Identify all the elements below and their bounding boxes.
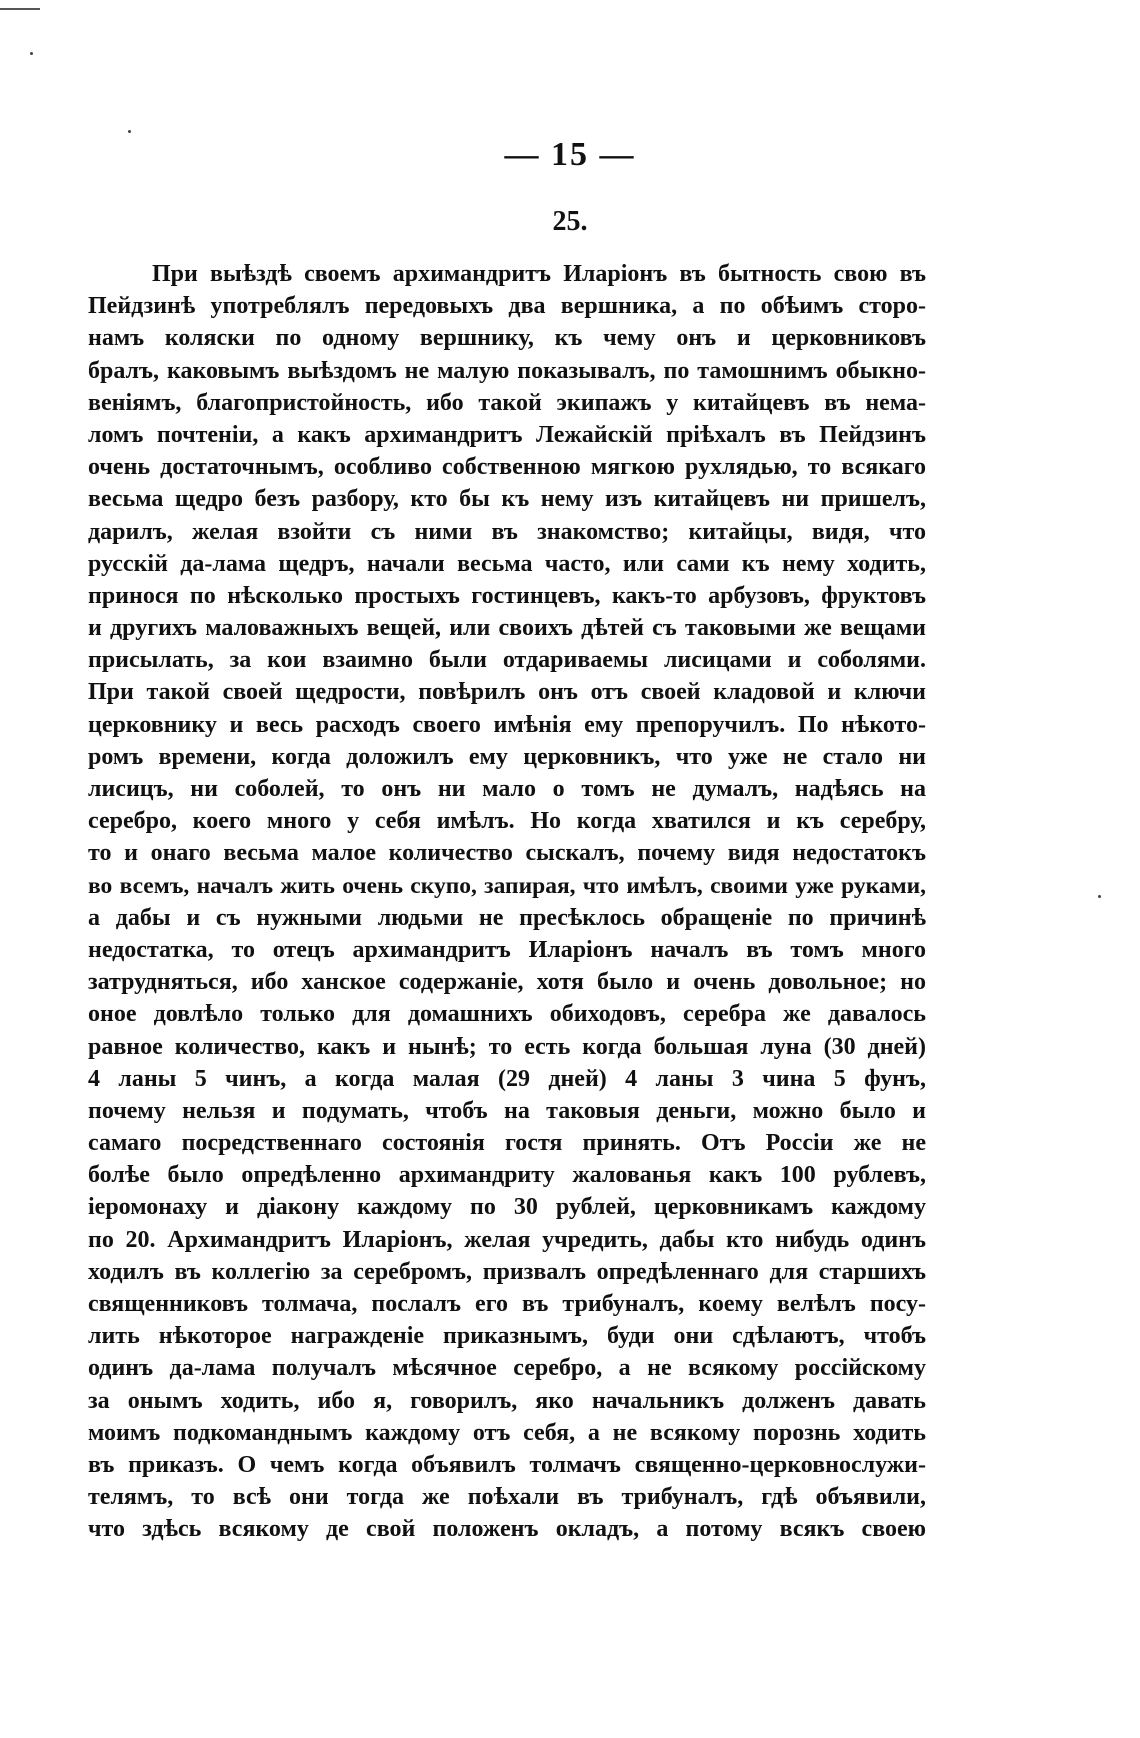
text-line: во всемъ, началъ жить очень скупо, запирая, что имѣлъ, своими уже руками,	[88, 872, 926, 899]
text-line: принося по нѣсколько простыхъ гостинцевъ, какъ-то арбузовъ, фруктовъ	[88, 582, 926, 609]
text-line: то и онаго весьма малое количество сыскалъ, почему видя недостатокъ	[88, 840, 926, 867]
text-line: При выѣздѣ своемъ архимандритъ Иларіонъ въ бытность свою въ	[152, 261, 926, 287]
text-line: по 20. Архимандритъ Иларіонъ, желая учредить, дабы кто нибудь одинъ	[88, 1226, 926, 1253]
scan-speck	[30, 52, 33, 55]
text-line: очень достаточнымъ, особливо собственною мягкою рухлядью, то всякаго	[88, 454, 926, 481]
text-line: дарилъ, желая взойти съ ними въ знакомство; китайцы, видя, что	[88, 518, 926, 545]
paragraph-text	[88, 258, 926, 1546]
text-line: бралъ, каковымъ выѣздомъ не малую показывалъ, по тамошнимъ обыкно-	[88, 357, 926, 384]
scan-speck	[1098, 895, 1101, 898]
text-line: церковнику и весь расходъ своего имѣнія ему препоручилъ. По нѣкото-	[88, 711, 926, 738]
text-line: веніямъ, благопристойность, ибо такой экипажъ у китайцевъ въ нема-	[88, 389, 926, 416]
text-line: затрудняться, ибо ханское содержаніе, хотя было и очень довольное; но	[88, 969, 926, 996]
text-line: священниковъ толмача, послалъ его въ трибуналъ, коему велѣлъ посу-	[88, 1291, 926, 1317]
text-line: оное довлѣло только для домашнихъ обиходовъ, серебра же давалось	[88, 1001, 926, 1028]
text-line: почему нельзя и подумать, чтобъ на таковыя деньги, можно было и	[88, 1097, 926, 1124]
text-line: ломъ почтеніи, а какъ архимандритъ Лежайскій пріѣхалъ въ Пейдзинъ	[88, 421, 926, 448]
text-line: русскій да-лама щедръ, начали весьма часто, или сами къ нему ходить,	[88, 550, 926, 577]
text-line: за онымъ ходить, ибо я, говорилъ, яко начальникъ долженъ давать	[88, 1387, 926, 1414]
text-line: недостатка, то отецъ архимандритъ Иларіонъ началъ въ томъ много	[88, 936, 926, 963]
text-line: что здѣсь всякому де свой положенъ окладъ, а потому всякъ своею	[88, 1516, 926, 1543]
text-line: При такой своей щедрости, повѣрилъ онъ отъ своей кладовой и ключи	[88, 679, 926, 706]
text-line: въ приказъ. О чемъ когда объявилъ толмачъ священно-церковнослужи-	[88, 1451, 926, 1478]
text-line: ходилъ въ коллегію за серебромъ, призвалъ опредѣленнаго для старшихъ	[88, 1258, 926, 1285]
text-line: и другихъ маловажныхъ вещей, или своихъ дѣтей съ таковыми же вещами	[88, 615, 926, 642]
text-line: ромъ времени, когда доложилъ ему церковникъ, что уже не стало ни	[88, 743, 926, 770]
text-line: лисицъ, ни соболей, то онъ ни мало о томъ не думалъ, надѣясь на	[88, 776, 926, 802]
section-number: 25.	[552, 206, 588, 237]
text-line: присылать, за кои взаимно были отдариваемы лисицами и соболями.	[88, 647, 926, 674]
text-line: равное количество, какъ и нынѣ; то есть когда большая луна (30 дней)	[88, 1033, 926, 1060]
page-number: — 15 —	[504, 136, 636, 173]
text-line: весьма щедро безъ разбору, кто бы къ нему изъ китайцевъ ни пришелъ,	[88, 486, 926, 513]
text-line: телямъ, то всѣ они тогда же поѣхали въ трибуналъ, гдѣ объявили,	[88, 1484, 926, 1511]
text-line: моимъ подкоманднымъ каждому отъ себя, а не всякому порознь ходить	[88, 1419, 926, 1446]
text-line: намъ коляски по одному вершнику, къ чему онъ и церковниковъ	[88, 325, 926, 352]
text-line: одинъ да-лама получалъ мѣсячное серебро, а не всякому россійскому	[88, 1355, 926, 1382]
text-line: 4 ланы 5 чинъ, а когда малая (29 дней) 4 ланы 3 чина 5 фунъ,	[88, 1065, 926, 1092]
text-line: серебро, коего много у себя имѣлъ. Но когда хватился и къ серебру,	[88, 808, 926, 835]
text-line: Пейдзинѣ употреблялъ передовыхъ два вершника, а по обѣимъ сторо-	[88, 293, 926, 320]
text-line: болѣе было опредѣленно архимандриту жалованья какъ 100 рублевъ,	[88, 1162, 926, 1189]
text-line: самаго посредственнаго состоянія гостя принять. Отъ Россіи же не	[88, 1130, 926, 1157]
text-line: лить нѣкоторое награжденіе приказнымъ, буди они сдѣлаютъ, чтобъ	[88, 1323, 926, 1350]
scan-edge-mark	[0, 8, 40, 10]
scan-speck	[128, 130, 131, 133]
text-line: іеромонаху и діакону каждому по 30 рублей, церковникамъ каждому	[88, 1194, 926, 1221]
text-line: а дабы и съ нужными людьми не пресѣклось обращеніе по причинѣ	[88, 904, 926, 931]
